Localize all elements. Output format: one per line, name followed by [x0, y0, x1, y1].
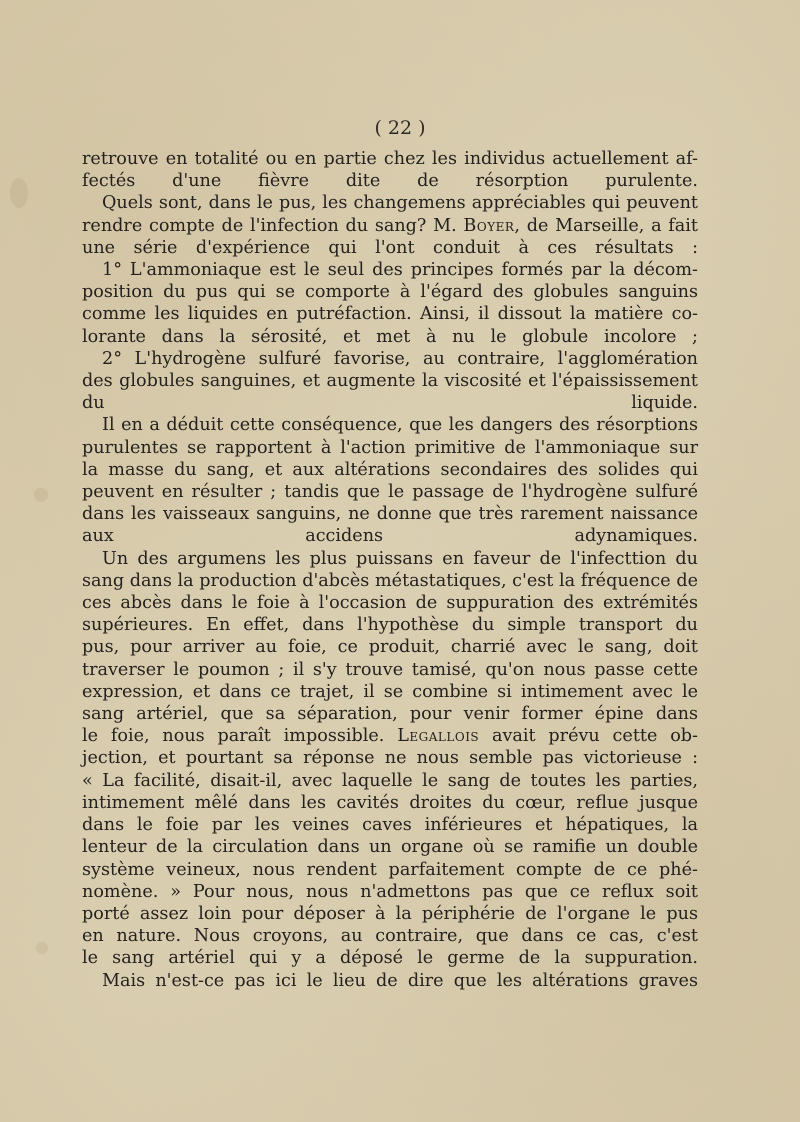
paragraph — [82, 970, 698, 992]
text-line: avait prévu cette ob- — [479, 726, 698, 747]
text-line: Mais n'est-ce pas ici le lieu de dire que les altérations graves — [102, 970, 698, 991]
text-line: intimement mêlé dans les cavités droites du cœur, reflue jusque — [82, 792, 698, 813]
text-line: lorante dans la sérosité, et met à nu le globule incolore ; — [82, 326, 698, 347]
text-line: purulentes se rapportent à l'action primitive de l'ammoniaque sur — [82, 437, 698, 458]
text-line: sang dans la production d'abcès métastatiques, c'est la fréquence de — [82, 570, 698, 591]
text-line: traverser le poumon ; il s'y trouve tamisé, qu'on nous passe cette — [82, 659, 698, 680]
foxing-spot — [10, 178, 28, 208]
text-line: , de Marseille, a fait — [514, 215, 698, 236]
paragraph — [82, 259, 698, 348]
foxing-spot — [34, 488, 48, 502]
text-line: dans les vaisseaux sanguins, ne donne que très rarement naissance — [82, 504, 698, 525]
text-line: du liquide. — [82, 393, 698, 414]
foxing-spot — [36, 942, 48, 954]
author-name: Legallois — [397, 726, 480, 747]
text-line: nomène. » Pour nous, nous n'admettons pas que ce reflux soit — [82, 881, 698, 902]
text-line: Il en a déduit cette conséquence, que les dangers des résorptions — [102, 415, 698, 436]
text-line: sang artériel, que sa séparation, pour venir former épine dans — [82, 704, 698, 725]
text-line: 2° L'hydrogène sulfuré favorise, au contraire, l'agglomération — [102, 348, 698, 369]
text-line: porté assez loin pour déposer à la périphérie de l'organe le pus — [82, 903, 698, 924]
text-line: Un des argumens les plus puissans en faveur de l'infecttion du — [102, 548, 698, 569]
text-line: des globules sanguines, et augmente la viscosité et l'épaississement — [82, 371, 698, 392]
text-line: ces abcès dans le foie à l'occasion de suppuration des extrémités — [82, 593, 698, 614]
text-line: la masse du sang, et aux altérations secondaires des solides qui — [82, 459, 698, 480]
paragraph — [82, 414, 698, 547]
paragraph — [82, 148, 698, 192]
paragraph — [82, 192, 698, 259]
paragraph — [82, 348, 698, 415]
text-line: peuvent en résulter ; tandis que le passage de l'hydrogène sulfuré — [82, 482, 698, 503]
text-line: aux accidens adynamiques. — [82, 526, 698, 547]
text-line: pus, pour arriver au foie, ce produit, charrié avec le sang, doit — [82, 637, 698, 658]
page-number: ( 22 ) — [374, 117, 426, 139]
text-line: système veineux, nous rendent parfaitement compte de ce phé- — [82, 859, 698, 880]
author-name: Boyer — [463, 215, 515, 236]
text-line: position du pus qui se comporte à l'égard des globules sanguins — [82, 282, 698, 303]
text-line: comme les liquides en putréfaction. Ainsi, il dissout la matière co- — [82, 304, 698, 325]
text-line: rendre compte de l'infection du sang? M. — [82, 215, 464, 236]
text-line: « La facilité, disait-il, avec laquelle le sang de toutes les parties, — [82, 770, 698, 791]
text-line: lenteur de la circulation dans un organe où se ramifie un double — [82, 837, 698, 858]
text-line: expression, et dans ce trajet, il se combine si intimement avec le — [82, 681, 698, 702]
text-line: Quels sont, dans le pus, les changemens appréciables qui peuvent — [102, 193, 698, 214]
paragraph — [82, 548, 698, 970]
text-line: supérieures. En effet, dans l'hypothèse du simple transport du — [82, 615, 698, 636]
text-line: le sang artériel qui y a déposé le germe de la suppuration. — [82, 948, 698, 969]
text-line: jection, et pourtant sa réponse ne nous semble pas victorieuse : — [82, 748, 698, 769]
text-line: retrouve en totalité ou en partie chez les individus actuellement af- — [82, 149, 698, 169]
text-line: en nature. Nous croyons, au contraire, que dans ce cas, c'est — [82, 926, 698, 947]
body-text — [82, 148, 698, 992]
text-line: dans le foie par les veines caves inférieures et hépatiques, la — [82, 815, 698, 836]
text-line: 1° L'ammoniaque est le seul des principes formés par la décom- — [102, 260, 698, 281]
text-line: une série d'expérience qui l'ont conduit à ces résultats : — [82, 237, 698, 258]
text-line: le foie, nous paraît impossible. — [82, 726, 398, 747]
text-line: fectés d'une fièvre dite de résorption purulente. — [82, 171, 698, 192]
